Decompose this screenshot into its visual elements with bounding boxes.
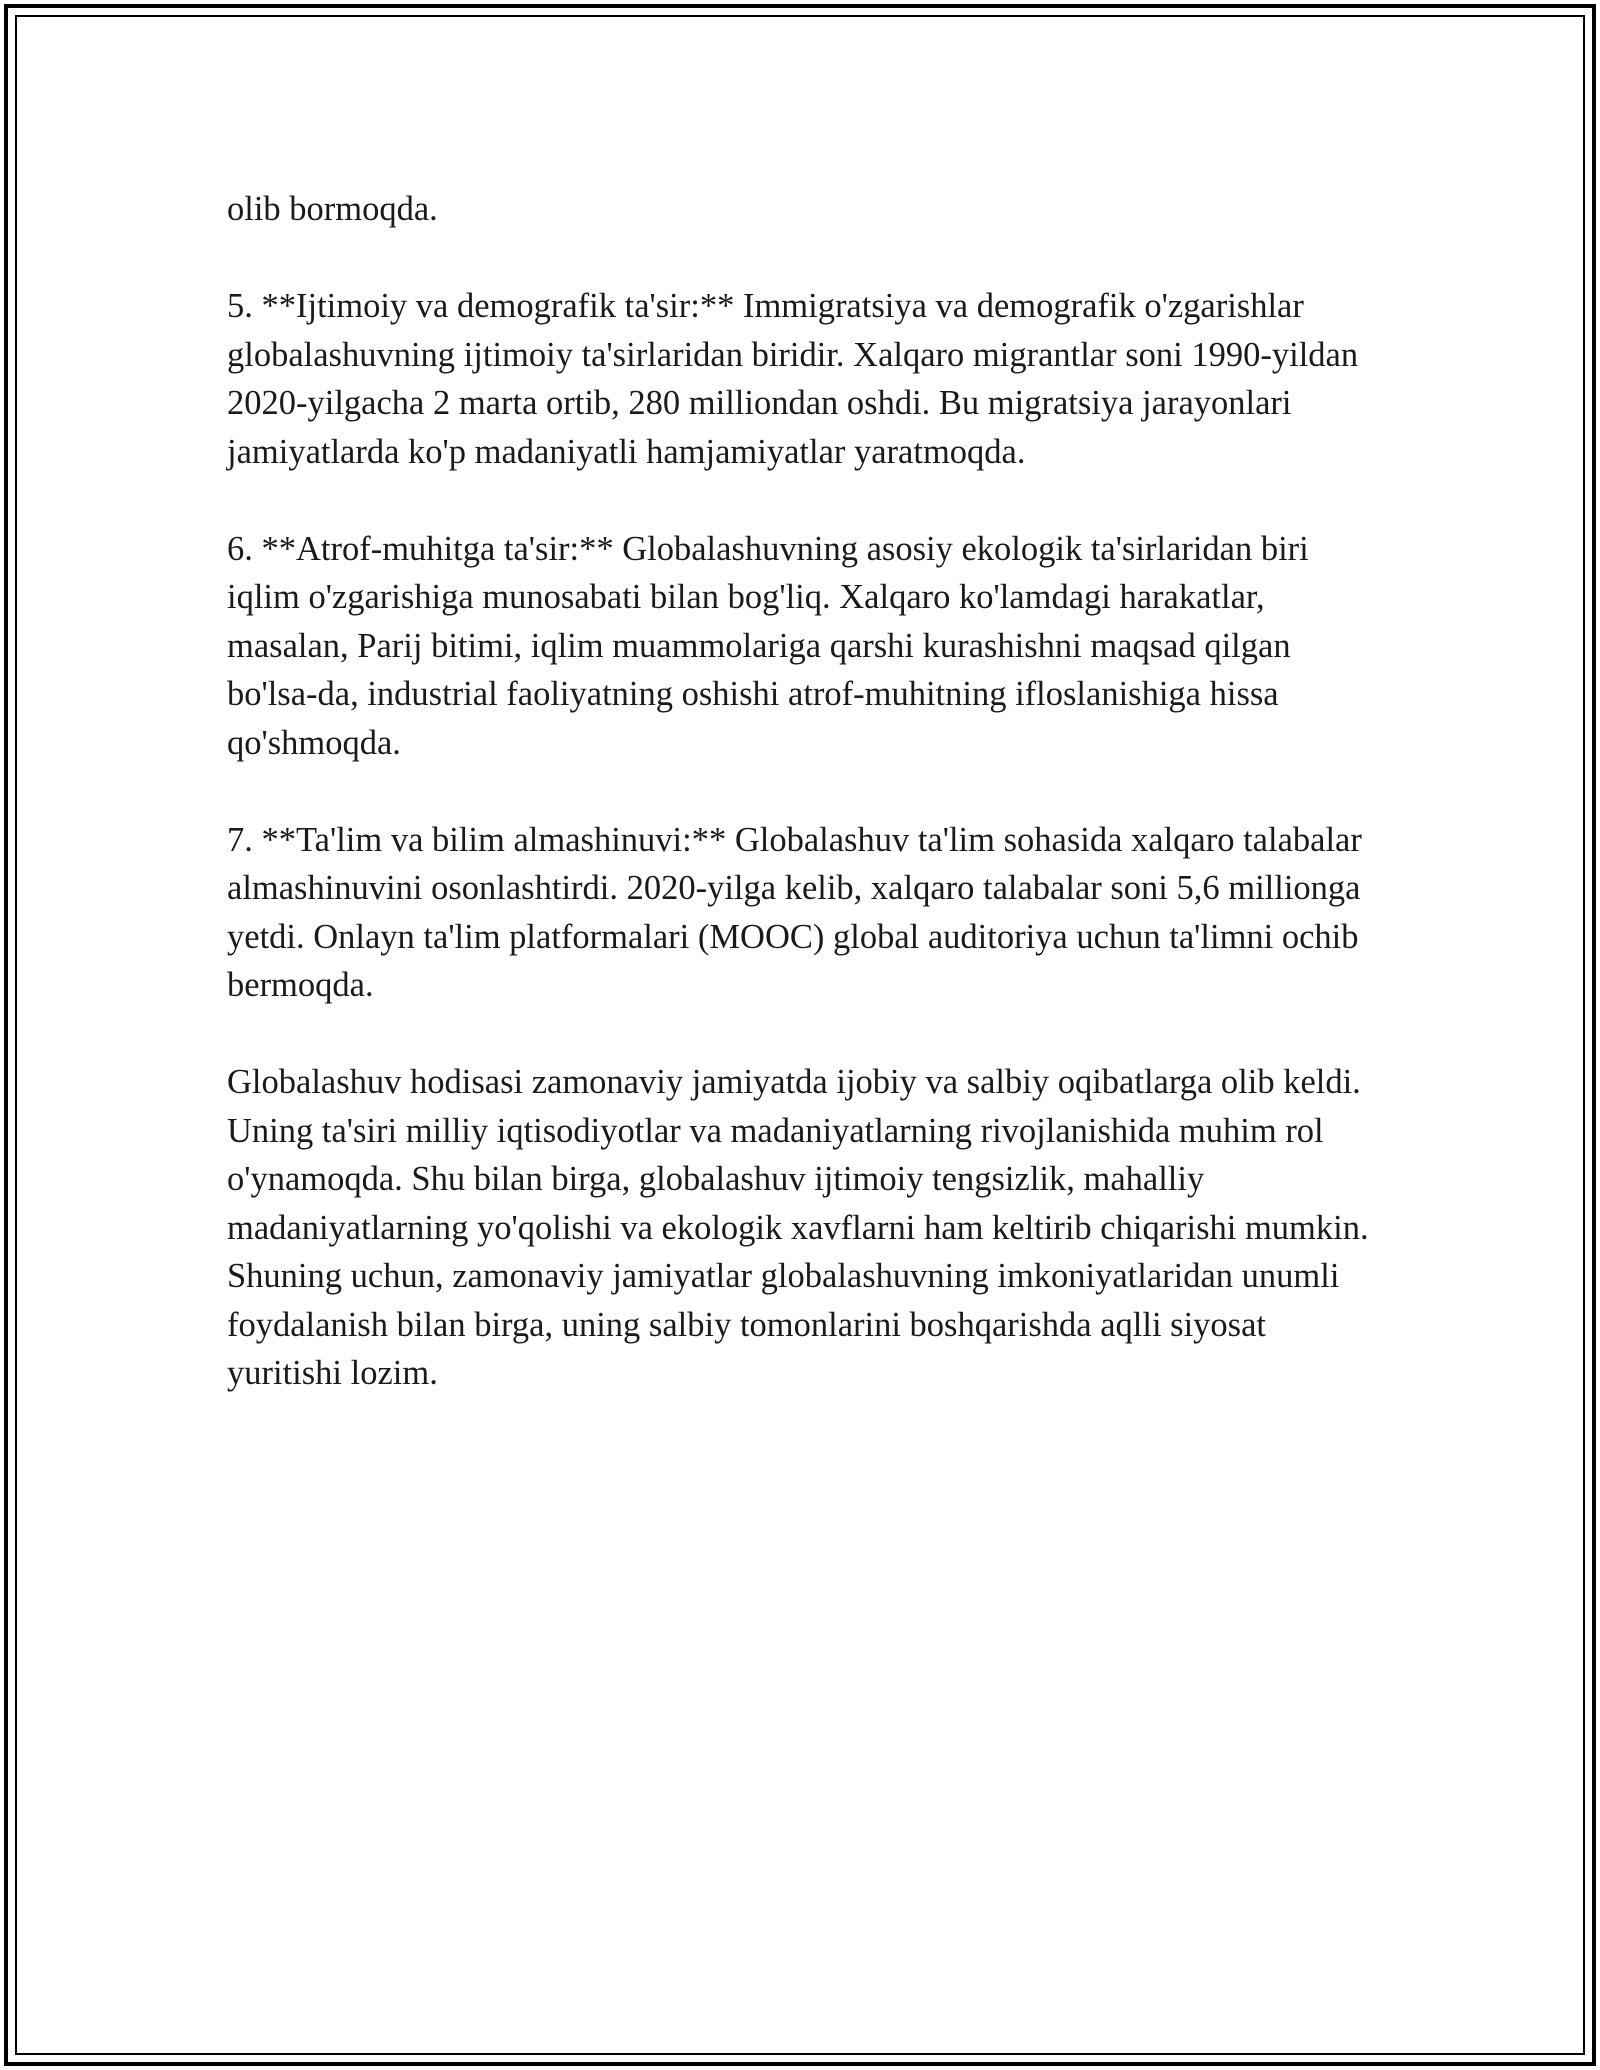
paragraph-continuation: olib bormoqda. — [227, 190, 438, 228]
paragraph-education: 7. **Ta'lim va bilim almashinuvi:** Globalashuv ta'lim sohasida xalqaro talabalar almashinuvini osonlashtirdi. 2020-yilga kelib, xalqaro talabalar soni 5,6 millionga yetdi. Onlayn ta'lim platformalari (MOOC) global auditoriya uchun ta'limni ochib bermoqda. — [227, 820, 1362, 1004]
paragraph-conclusion: Globalashuv hodisasi zamonaviy jamiyatda ijobiy va salbiy oqibatlarga olib keldi. Uning ta'siri milliy iqtisodiyotlar va madaniyatlarning rivojlanishida muhim rol o'ynamoqda. Shu bilan birga, globalashuv ijtimoiy tengsizlik, mahalliy madaniyatlarning yo'qolishi va ekologik xavflarni ham keltirib chiqarishi mumkin. Shuning uchun, zamonaviy jamiyatlar globalashuvning imkoniyatlaridan unumli foydalanish bilan birga, uning salbiy tomonlarini boshqarishda aqlli siyosat yuritishi lozim. — [227, 1063, 1369, 1392]
paragraph-environment: 6. **Atrof-muhitga ta'sir:** Globalashuvning asosiy ekologik ta'sirlaridan biri iqlim o'zgarishiga munosabati bilan bog'liq. Xalqaro ko'lamdagi harakatlar, masalan, Parij bitimi, iqlim muammolariga qarshi kurashishni maqsad qilgan bo'lsa-da, industrial faoliyatning oshishi atrof-muhitning ifloslanishiga hissa qo'shmoqda. — [227, 529, 1309, 762]
document-body — [227, 185, 1387, 1446]
paragraph-social-demographic: 5. **Ijtimoiy va demografik ta'sir:** Immigratsiya va demografik o'zgarishlar globalashuvning ijtimoiy ta'sirlaridan biridir. Xalqaro migrantlar soni 1990-yildan 2020-yilgacha 2 marta ortib, 280 milliondan oshdi. Bu migratsiya jarayonlari jamiyatlarda ko'p madaniyatli hamjamiyatlar yaratmoqda. — [227, 287, 1359, 471]
